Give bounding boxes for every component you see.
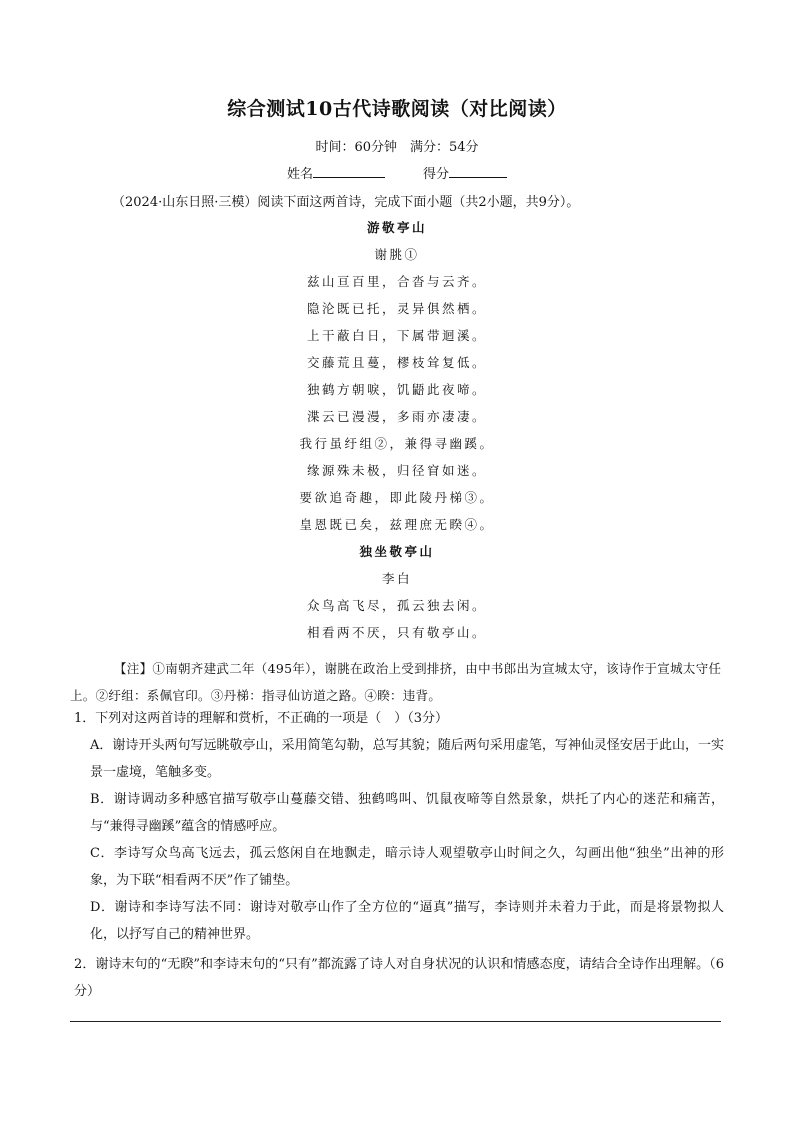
score-blank[interactable] xyxy=(449,165,507,178)
poem1-line: 交藤荒且蔓，樛枝耸复低。 xyxy=(306,355,487,370)
question-1-stem: 1．下列对这两首诗的理解和赏析，不正确的一项是（ ）（3分） xyxy=(74,711,449,726)
poem1-line: 上干蔽白日，下属带迴溪。 xyxy=(306,328,487,343)
poem1-line: 我行虽纡组②，兼得寻幽蹊。 xyxy=(299,436,495,451)
name-blank[interactable] xyxy=(313,165,385,178)
poem1-line: 缘源殊未极，归径窅如迷。 xyxy=(306,463,487,478)
poem1-line: 隐沦既已托，灵异俱然栖。 xyxy=(306,301,487,316)
poem1-title: 游敬亭山 xyxy=(366,220,427,235)
answer-line[interactable] xyxy=(70,1021,721,1022)
poem-notes: 【注】①南朝齐建武二年（495年），谢朓在政治上受到排挤，由中书郎出为宣城太守，该诗作于宣城太守任上。②纡组：系佩官印。③丹梯：指寻仙访道之路。④睽：违背。 xyxy=(70,661,722,703)
poem2-author: 李白 xyxy=(381,571,412,586)
poem2-title: 独坐敬亭山 xyxy=(359,544,435,559)
question-1-option-c[interactable]: C．李诗写众鸟高飞远去，孤云悠闲自在地飘走，暗示诗人观望敬亭山时间之久，勾画出他“独坐”出神的形象，为下联“相看两不厌”作了铺垫。 xyxy=(90,846,724,888)
poem1-line: 渫云已漫漫，多雨亦凄凄。 xyxy=(306,409,487,424)
intro-instruction: （2024·山东日照·三模）阅读下面这两首诗，完成下面小题（共2小题，共9分）。 xyxy=(112,195,580,210)
poem1-line: 皇恩既已矣，兹理庶无睽④。 xyxy=(299,517,495,532)
name-label: 姓名 xyxy=(286,167,313,182)
poem2-line: 相看两不厌，只有敬亭山。 xyxy=(306,625,487,640)
poem1-line: 要欲追奇趣，即此陵丹梯③。 xyxy=(299,490,495,505)
question-1-option-a[interactable]: A．谢诗开头两句写远眺敬亭山，采用简笔勾勒，总写其貌；随后两句采用虚笔，写神仙灵怪安居于此山，一实景一虚境，笔触多变。 xyxy=(90,738,724,780)
score-label: 得分 xyxy=(423,167,450,182)
poem1-line: 兹山亘百里，合沓与云齐。 xyxy=(306,274,487,289)
question-1-option-d[interactable]: D．谢诗和李诗写法不同：谢诗对敬亭山作了全方位的“逼真”描写，李诗则并未着力于此，而是将景物拟人化，以抒写自己的精神世界。 xyxy=(90,900,724,942)
question-2-stem: 2．谢诗末句的“无睽”和李诗末句的“只有”都流露了诗人对自身状况的认识和情感态度，请结合全诗作出理解。（6分） xyxy=(74,957,724,999)
name-score-line xyxy=(0,163,794,182)
poem1-author: 谢朓① xyxy=(374,247,420,262)
poem2-line: 众鸟高飞尽，孤云独去闲。 xyxy=(306,598,487,613)
poem1-line: 独鹤方朝唳，饥鼯此夜啼。 xyxy=(306,382,487,397)
question-1-option-b[interactable]: B．谢诗调动多种感官描写敬亭山蔓藤交错、独鹤鸣叫、饥鼠夜啼等自然景象，烘托了内心的迷茫和痛苦，与“兼得寻幽蹊”蕴含的情感呼应。 xyxy=(90,792,724,834)
time-and-score-line: 时间：60分钟 满分：54分 xyxy=(315,140,479,155)
page-title: 综合测试10古代诗歌阅读（对比阅读） xyxy=(227,98,567,120)
